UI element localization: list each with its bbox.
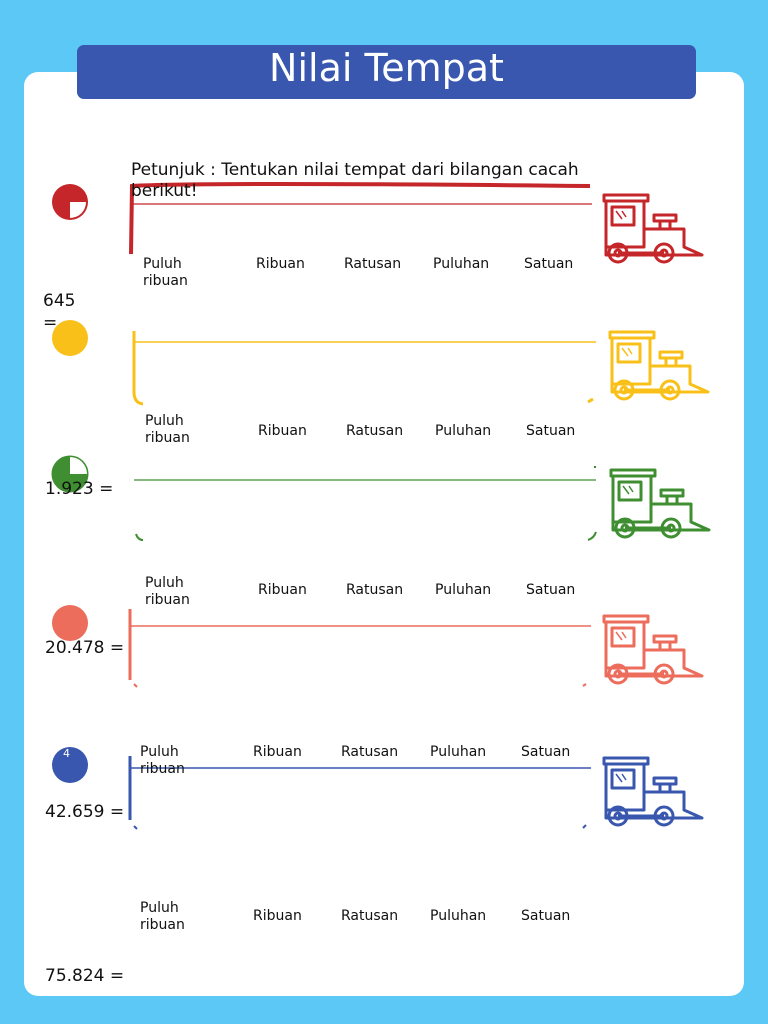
number-label: 42.659 = bbox=[45, 802, 125, 822]
header-ratusan: Ratusan bbox=[346, 423, 404, 439]
answer-frame-green bbox=[134, 466, 596, 540]
title-banner bbox=[77, 45, 696, 99]
train-icon bbox=[598, 193, 706, 265]
header-puluhan: Puluhan bbox=[433, 256, 490, 272]
header-ratusan: Ratusan bbox=[346, 582, 404, 598]
number-label: 645 = bbox=[43, 291, 76, 333]
instruction-text: Petunjuk : Tentukan nilai tempat dari bilangan cacah berikut! bbox=[131, 160, 579, 201]
header-satuan: Satuan bbox=[521, 744, 571, 760]
header-satuan: Satuan bbox=[526, 582, 576, 598]
answer-frame-yellow bbox=[134, 331, 596, 404]
header-puluh-ribuan: Puluh ribuan bbox=[145, 575, 190, 608]
header-satuan: Satuan bbox=[526, 423, 576, 439]
train-icon bbox=[598, 614, 706, 686]
header-ribuan: Ribuan bbox=[258, 582, 307, 598]
header-ribuan: Ribuan bbox=[258, 423, 307, 439]
header-ribuan: Ribuan bbox=[253, 908, 302, 924]
header-satuan: Satuan bbox=[521, 908, 571, 924]
header-ribuan: Ribuan bbox=[253, 744, 302, 760]
page-title: Nilai Tempat bbox=[269, 46, 504, 90]
header-puluh-ribuan: Puluh ribuan bbox=[140, 744, 185, 777]
header-satuan: Satuan bbox=[524, 256, 574, 272]
header-ratusan: Ratusan bbox=[341, 908, 399, 924]
train-icon bbox=[604, 330, 712, 402]
header-puluh-ribuan: Puluh ribuan bbox=[145, 413, 190, 446]
header-ratusan: Ratusan bbox=[344, 256, 402, 272]
answer-frame-salmon bbox=[130, 609, 591, 687]
header-puluhan: Puluhan bbox=[435, 582, 492, 598]
number-label: 1.923 = bbox=[45, 479, 114, 499]
header-puluhan: Puluhan bbox=[430, 908, 487, 924]
train-icon bbox=[598, 756, 706, 828]
header-puluh-ribuan: Puluh ribuan bbox=[140, 900, 185, 933]
header-puluh-ribuan: Puluh ribuan bbox=[143, 256, 188, 289]
quarter-pie-icon bbox=[51, 183, 89, 221]
header-ratusan: Ratusan bbox=[341, 744, 399, 760]
badge-number: 4 bbox=[63, 747, 70, 760]
number-label: 20.478 = bbox=[45, 638, 125, 658]
number-badge-icon bbox=[51, 746, 89, 784]
header-puluhan: Puluhan bbox=[430, 744, 487, 760]
header-puluhan: Puluhan bbox=[435, 423, 492, 439]
header-ribuan: Ribuan bbox=[256, 256, 305, 272]
number-label: 75.824 = bbox=[45, 966, 125, 986]
train-icon bbox=[605, 468, 713, 540]
